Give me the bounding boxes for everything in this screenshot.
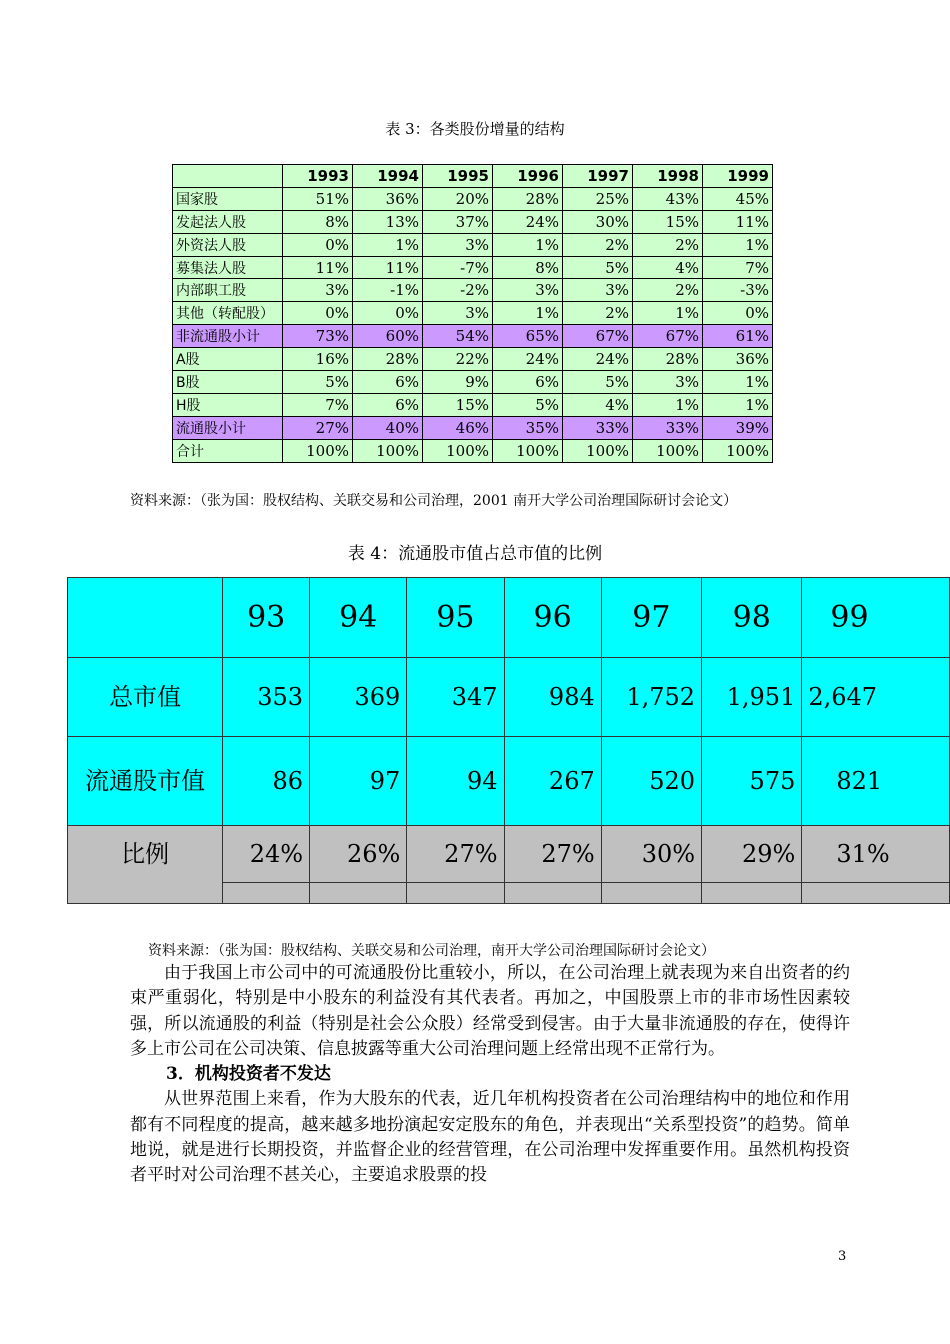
table3-cell: 3% bbox=[633, 371, 703, 394]
share-increment-structure-table bbox=[172, 164, 773, 463]
table3-cell: 67% bbox=[633, 325, 703, 348]
table3-cell: -2% bbox=[423, 279, 493, 302]
table3-cell: 100% bbox=[493, 439, 563, 462]
table4-year: 99 bbox=[802, 578, 950, 658]
table3-year: 1998 bbox=[633, 165, 703, 188]
table3-row-label: 流通股小计 bbox=[173, 416, 283, 439]
table3-cell: 6% bbox=[353, 393, 423, 416]
table4-cell: 24% bbox=[223, 826, 310, 883]
section-heading: 3．机构投资者不发达 bbox=[166, 1064, 331, 1085]
table3-year: 1994 bbox=[353, 165, 423, 188]
table3-cell: 60% bbox=[353, 325, 423, 348]
table3-cell: 24% bbox=[493, 210, 563, 233]
table3-row bbox=[173, 416, 773, 439]
market-value-ratio-table bbox=[67, 577, 950, 904]
paragraph-tradable-shares: 由于我国上市公司中的可流通股份比重较小，所以，在公司治理上就表现为来自出资者的约束严重弱化，特别是中小股东的利益没有其代表者。再加之，中国股票上市的非市场性因素较强，所以流通股的利益（特别是社会公众股）经常受到侵害。由于大量非流通股的存在，使得许多上市公司在公司决策、信息披露等重大公司治理问题上经常出现不正常行为。 bbox=[130, 963, 850, 1059]
table4-cell: 31% bbox=[802, 826, 950, 883]
table4-cell: 984 bbox=[504, 658, 601, 737]
table3-cell: 11% bbox=[703, 210, 773, 233]
table4-cell: 575 bbox=[702, 737, 802, 826]
table4-year: 94 bbox=[310, 578, 407, 658]
table3-cell: 5% bbox=[563, 371, 633, 394]
table4-cell: 97 bbox=[310, 737, 407, 826]
table4-source: 资料来源：（张为国：股权结构、关联交易和公司治理，南开大学公司治理国际研讨会论文） bbox=[148, 943, 715, 959]
table3-year: 1995 bbox=[423, 165, 493, 188]
table3-row bbox=[173, 393, 773, 416]
table4-caption: 表 4：流通股市值占总市值的比例 bbox=[347, 544, 603, 564]
table3-cell: 1% bbox=[633, 302, 703, 325]
table4-year: 95 bbox=[407, 578, 504, 658]
table3-row bbox=[173, 302, 773, 325]
table4-spacer bbox=[802, 883, 950, 904]
table3-row bbox=[173, 210, 773, 233]
table4-row-label: 比例 bbox=[68, 826, 223, 883]
table3-header-row bbox=[173, 165, 773, 188]
table3-cell: 65% bbox=[493, 325, 563, 348]
table3-cell: 28% bbox=[353, 348, 423, 371]
table4-cell: 86 bbox=[223, 737, 310, 826]
table3-cell: 5% bbox=[563, 256, 633, 279]
table3-row-label: 发起法人股 bbox=[173, 210, 283, 233]
table4-spacer bbox=[68, 883, 223, 904]
table3-cell: 3% bbox=[493, 279, 563, 302]
table3-cell: 2% bbox=[563, 233, 633, 256]
table3-row bbox=[173, 439, 773, 462]
table3-cell: 73% bbox=[283, 325, 353, 348]
table3-caption: 表 3：各类股份增量的结构 bbox=[385, 120, 565, 138]
table4-header-row bbox=[68, 578, 950, 658]
table4-year: 97 bbox=[601, 578, 701, 658]
table3-cell: 0% bbox=[283, 302, 353, 325]
table3-cell: 39% bbox=[703, 416, 773, 439]
table3-cell: 46% bbox=[423, 416, 493, 439]
table3-cell: 0% bbox=[353, 302, 423, 325]
table3-cell: 33% bbox=[633, 416, 703, 439]
table4-cell: 29% bbox=[702, 826, 802, 883]
table3-cell: 30% bbox=[563, 210, 633, 233]
table3-row bbox=[173, 348, 773, 371]
table3-cell: 0% bbox=[283, 233, 353, 256]
table3-year: 1999 bbox=[703, 165, 773, 188]
table3-cell: 6% bbox=[493, 371, 563, 394]
table3-row-label: 内部职工股 bbox=[173, 279, 283, 302]
table4-cell: 30% bbox=[601, 826, 701, 883]
table3-cell: 0% bbox=[703, 302, 773, 325]
table3-row bbox=[173, 187, 773, 210]
table3-cell: 100% bbox=[283, 439, 353, 462]
table3-cell: 36% bbox=[703, 348, 773, 371]
table3-cell: 11% bbox=[283, 256, 353, 279]
table3-cell: 3% bbox=[283, 279, 353, 302]
table4-corner-cell bbox=[68, 578, 223, 658]
table3-cell: 15% bbox=[423, 393, 493, 416]
table3-row-label: 合计 bbox=[173, 439, 283, 462]
table4-year: 96 bbox=[504, 578, 601, 658]
table4-cell: 1,951 bbox=[702, 658, 802, 737]
table3-cell: 1% bbox=[703, 393, 773, 416]
table4-cell: 27% bbox=[504, 826, 601, 883]
table4-spacer bbox=[407, 883, 504, 904]
table4-year: 98 bbox=[702, 578, 802, 658]
table3-cell: 5% bbox=[283, 371, 353, 394]
table3-cell: 35% bbox=[493, 416, 563, 439]
table3-cell: 7% bbox=[703, 256, 773, 279]
table4-cell: 1,752 bbox=[601, 658, 701, 737]
body-text bbox=[130, 961, 850, 1189]
table3-row bbox=[173, 325, 773, 348]
table3-cell: 28% bbox=[633, 348, 703, 371]
table4-spacer bbox=[702, 883, 802, 904]
table3-cell: 1% bbox=[703, 233, 773, 256]
table4-spacer bbox=[601, 883, 701, 904]
table3-cell: 36% bbox=[353, 187, 423, 210]
table3-cell: 25% bbox=[563, 187, 633, 210]
table4-cell: 27% bbox=[407, 826, 504, 883]
table3-cell: 1% bbox=[703, 371, 773, 394]
table3-cell: 13% bbox=[353, 210, 423, 233]
table4-cell: 821 bbox=[802, 737, 950, 826]
table3-row bbox=[173, 256, 773, 279]
table3-cell: 4% bbox=[633, 256, 703, 279]
table3-cell: 9% bbox=[423, 371, 493, 394]
table4-cell: 94 bbox=[407, 737, 504, 826]
table3-cell: 28% bbox=[493, 187, 563, 210]
table3-cell: 8% bbox=[283, 210, 353, 233]
table3-row bbox=[173, 279, 773, 302]
table3-cell: 43% bbox=[633, 187, 703, 210]
page-number: 3 bbox=[838, 1249, 847, 1264]
table4-spacer bbox=[504, 883, 601, 904]
table3-cell: 54% bbox=[423, 325, 493, 348]
table3-cell: 1% bbox=[493, 233, 563, 256]
table3-cell: 3% bbox=[423, 302, 493, 325]
table4-cell: 267 bbox=[504, 737, 601, 826]
table3-row-label: 国家股 bbox=[173, 187, 283, 210]
table3-cell: 27% bbox=[283, 416, 353, 439]
table3-row bbox=[173, 233, 773, 256]
table3-cell: 100% bbox=[563, 439, 633, 462]
table4-cell: 369 bbox=[310, 658, 407, 737]
table3-cell: 3% bbox=[563, 279, 633, 302]
paragraph-institutional-investors: 从世界范围上来看，作为大股东的代表，近几年机构投资者在公司治理结构中的地位和作用都有不同程度的提高，越来越多地扮演起安定股东的角色，并表现出“关系型投资”的趋势。简单地说，就是进行长期投资，并监督企业的经营管理，在公司治理中发挥重要作用。虽然机构投资者平时对公司治理不甚关心，主要追求股票的投 bbox=[130, 1089, 850, 1186]
table3-cell: 2% bbox=[563, 302, 633, 325]
table3-year: 1997 bbox=[563, 165, 633, 188]
table4-spacer-row bbox=[68, 883, 950, 904]
table3-cell: 1% bbox=[353, 233, 423, 256]
table4-cell: 353 bbox=[223, 658, 310, 737]
table3-cell: 5% bbox=[493, 393, 563, 416]
table3-cell: 33% bbox=[563, 416, 633, 439]
table3-cell: 100% bbox=[703, 439, 773, 462]
table4-spacer bbox=[310, 883, 407, 904]
table3-cell: 24% bbox=[493, 348, 563, 371]
table3-cell: 1% bbox=[633, 393, 703, 416]
table3-cell: 100% bbox=[633, 439, 703, 462]
table3-year: 1993 bbox=[283, 165, 353, 188]
table3-cell: 11% bbox=[353, 256, 423, 279]
table3-cell: 3% bbox=[423, 233, 493, 256]
table4-cell: 347 bbox=[407, 658, 504, 737]
table3-row-label: 非流通股小计 bbox=[173, 325, 283, 348]
table3-cell: 40% bbox=[353, 416, 423, 439]
table4-row-tradable-value bbox=[68, 737, 950, 826]
table3-cell: 7% bbox=[283, 393, 353, 416]
table3-cell: 100% bbox=[353, 439, 423, 462]
table3-cell: 8% bbox=[493, 256, 563, 279]
table3-cell: 45% bbox=[703, 187, 773, 210]
table3-cell: 2% bbox=[633, 279, 703, 302]
table4-row-ratio bbox=[68, 826, 950, 883]
table3-cell: -7% bbox=[423, 256, 493, 279]
table4-cell: 520 bbox=[601, 737, 701, 826]
table4-cell: 2,647 bbox=[802, 658, 950, 737]
table4-row-label: 流通股市值 bbox=[68, 737, 223, 826]
table3-cell: 51% bbox=[283, 187, 353, 210]
table3-row-label: 募集法人股 bbox=[173, 256, 283, 279]
table3-source: 资料来源：（张为国：股权结构、关联交易和公司治理，2001 南开大学公司治理国际研讨会论文） bbox=[130, 493, 738, 509]
table3-cell: 100% bbox=[423, 439, 493, 462]
table4-spacer bbox=[223, 883, 310, 904]
table3-cell: 61% bbox=[703, 325, 773, 348]
table3-body bbox=[173, 187, 773, 462]
table4-year: 93 bbox=[223, 578, 310, 658]
table3-row-label: 其他（转配股） bbox=[173, 302, 283, 325]
table3-cell: 15% bbox=[633, 210, 703, 233]
table3-cell: 37% bbox=[423, 210, 493, 233]
table3-cell: -1% bbox=[353, 279, 423, 302]
table3-cell: 2% bbox=[633, 233, 703, 256]
table3-cell: 4% bbox=[563, 393, 633, 416]
table3-cell: 22% bbox=[423, 348, 493, 371]
table3-row-label: B股 bbox=[173, 371, 283, 394]
table3-year: 1996 bbox=[493, 165, 563, 188]
table3-row bbox=[173, 371, 773, 394]
table3-cell: 20% bbox=[423, 187, 493, 210]
table3-row-label: 外资法人股 bbox=[173, 233, 283, 256]
table3-row-label: A股 bbox=[173, 348, 283, 371]
table3-cell: -3% bbox=[703, 279, 773, 302]
table3-cell: 67% bbox=[563, 325, 633, 348]
table3-cell: 16% bbox=[283, 348, 353, 371]
table4-cell: 26% bbox=[310, 826, 407, 883]
table3-cell: 6% bbox=[353, 371, 423, 394]
table3-corner-cell bbox=[173, 165, 283, 188]
table3-cell: 24% bbox=[563, 348, 633, 371]
table3-cell: 1% bbox=[493, 302, 563, 325]
table4-row-label: 总市值 bbox=[68, 658, 223, 737]
table4-row-total-value bbox=[68, 658, 950, 737]
table3-row-label: H股 bbox=[173, 393, 283, 416]
